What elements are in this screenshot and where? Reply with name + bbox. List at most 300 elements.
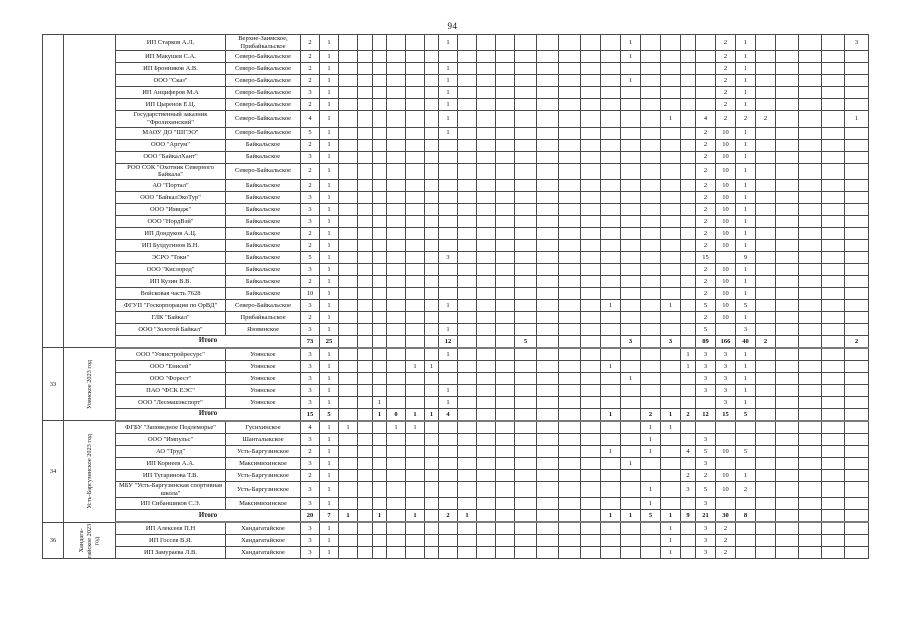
value-cell <box>581 299 601 311</box>
organization-cell: ООО "Уоянстройресурс" <box>116 348 226 361</box>
value-cell: 2 <box>756 111 776 127</box>
value-cell <box>776 111 799 127</box>
value-cell: 1 <box>641 498 661 510</box>
value-cell <box>339 251 358 263</box>
forestry-area-cell: Хандагатайское <box>226 547 301 559</box>
value-cell <box>496 163 515 179</box>
value-cell <box>358 469 373 481</box>
value-cell <box>477 547 496 559</box>
value-cell <box>641 191 661 203</box>
value-cell <box>496 421 515 434</box>
value-cell: 10 <box>716 151 736 163</box>
value-cell <box>799 87 822 99</box>
value-cell <box>621 360 641 372</box>
value-cell: 1 <box>320 63 339 75</box>
value-cell: 2 <box>696 287 716 299</box>
value-cell <box>496 263 515 275</box>
value-cell <box>601 227 621 239</box>
value-cell <box>358 251 373 263</box>
value-cell <box>601 179 621 191</box>
value-cell <box>776 239 799 251</box>
value-cell <box>406 372 425 384</box>
value-cell: 3 <box>301 87 320 99</box>
value-cell <box>641 99 661 111</box>
value-cell: 1 <box>439 127 458 139</box>
value-cell <box>756 433 776 445</box>
forestry-area-cell: Хандагатайское <box>226 522 301 535</box>
value-cell <box>373 311 387 323</box>
value-cell <box>496 372 515 384</box>
table-row <box>43 348 869 361</box>
value-cell <box>373 547 387 559</box>
value-cell <box>776 457 799 469</box>
value-cell <box>477 481 496 497</box>
value-cell <box>581 469 601 481</box>
value-cell <box>641 263 661 275</box>
value-cell: 3 <box>696 547 716 559</box>
value-cell <box>339 191 358 203</box>
value-cell <box>799 111 822 127</box>
total-row <box>43 335 869 348</box>
value-cell <box>477 311 496 323</box>
value-cell <box>799 263 822 275</box>
value-cell <box>425 227 439 239</box>
value-cell <box>559 51 581 63</box>
value-cell: 1 <box>736 127 756 139</box>
value-cell <box>601 51 621 63</box>
value-cell: 1 <box>661 535 681 547</box>
value-cell <box>822 251 845 263</box>
value-cell: 5 <box>641 510 661 523</box>
value-cell <box>425 99 439 111</box>
value-cell <box>799 396 822 408</box>
value-cell <box>621 522 641 535</box>
value-cell <box>406 384 425 396</box>
value-cell <box>406 163 425 179</box>
value-cell <box>458 139 477 151</box>
value-cell <box>601 151 621 163</box>
value-cell <box>845 239 869 251</box>
value-cell <box>373 421 387 434</box>
value-cell <box>681 522 696 535</box>
value-cell <box>756 239 776 251</box>
value-cell <box>477 51 496 63</box>
value-cell <box>681 287 696 299</box>
organization-cell: ИП Сибаншиков С.Э. <box>116 498 226 510</box>
value-cell <box>406 239 425 251</box>
organization-cell: ЭСРО "Токи" <box>116 251 226 263</box>
value-cell <box>515 481 537 497</box>
value-cell <box>581 445 601 457</box>
value-cell <box>477 535 496 547</box>
value-cell <box>515 408 537 421</box>
value-cell <box>581 510 601 523</box>
value-cell <box>387 111 406 127</box>
value-cell <box>537 408 559 421</box>
value-cell <box>387 275 406 287</box>
value-cell <box>776 127 799 139</box>
table-row <box>43 498 869 510</box>
value-cell <box>373 87 387 99</box>
value-cell <box>496 287 515 299</box>
value-cell <box>661 469 681 481</box>
table-row <box>43 99 869 111</box>
value-cell <box>439 421 458 434</box>
value-cell: 10 <box>716 469 736 481</box>
value-cell <box>496 111 515 127</box>
value-cell <box>756 35 776 51</box>
value-cell <box>559 35 581 51</box>
value-cell <box>601 139 621 151</box>
value-cell <box>406 445 425 457</box>
value-cell <box>661 203 681 215</box>
forestry-area-cell: Байкальское <box>226 275 301 287</box>
organization-cell: ООО "Енисей" <box>116 360 226 372</box>
value-cell <box>515 203 537 215</box>
value-cell: 3 <box>696 457 716 469</box>
value-cell: 1 <box>736 287 756 299</box>
value-cell <box>845 481 869 497</box>
value-cell: 2 <box>756 335 776 348</box>
value-cell <box>776 481 799 497</box>
value-cell <box>477 457 496 469</box>
value-cell: 2 <box>301 163 320 179</box>
value-cell <box>661 275 681 287</box>
value-cell <box>661 263 681 275</box>
total-label-cell: Итого <box>116 408 301 421</box>
value-cell <box>373 227 387 239</box>
value-cell <box>581 139 601 151</box>
value-cell <box>496 445 515 457</box>
table-row <box>43 299 869 311</box>
value-cell: 1 <box>736 263 756 275</box>
forestry-area-cell: Гусихинское <box>226 421 301 434</box>
value-cell <box>458 547 477 559</box>
value-cell: 3 <box>621 335 641 348</box>
value-cell: 2 <box>301 35 320 51</box>
forestry-area-cell: Северо-Байкальское <box>226 99 301 111</box>
table-row <box>43 191 869 203</box>
value-cell: 10 <box>716 239 736 251</box>
value-cell <box>358 335 373 348</box>
value-cell <box>559 227 581 239</box>
value-cell: 3 <box>696 535 716 547</box>
value-cell: 3 <box>301 215 320 227</box>
table-row <box>43 263 869 275</box>
value-cell: 4 <box>681 445 696 457</box>
value-cell <box>736 421 756 434</box>
value-cell <box>756 215 776 227</box>
value-cell <box>387 99 406 111</box>
value-cell <box>681 421 696 434</box>
table-row <box>43 445 869 457</box>
value-cell: 1 <box>736 311 756 323</box>
value-cell <box>406 522 425 535</box>
value-cell <box>559 179 581 191</box>
value-cell: 1 <box>661 299 681 311</box>
value-cell <box>496 335 515 348</box>
value-cell <box>425 163 439 179</box>
value-cell <box>641 360 661 372</box>
value-cell: 1 <box>681 348 696 361</box>
value-cell <box>641 457 661 469</box>
value-cell <box>358 239 373 251</box>
forestry-area-cell: Северо-Байкальское <box>226 163 301 179</box>
value-cell <box>581 227 601 239</box>
value-cell <box>559 251 581 263</box>
value-cell <box>581 535 601 547</box>
value-cell <box>477 335 496 348</box>
value-cell: 10 <box>716 215 736 227</box>
value-cell <box>776 408 799 421</box>
value-cell: 1 <box>736 75 756 87</box>
value-cell: 3 <box>301 263 320 275</box>
value-cell <box>537 433 559 445</box>
value-cell <box>339 372 358 384</box>
value-cell <box>339 111 358 127</box>
value-cell <box>822 510 845 523</box>
value-cell: 3 <box>301 372 320 384</box>
value-cell: 2 <box>696 127 716 139</box>
value-cell <box>387 323 406 335</box>
value-cell: 10 <box>716 263 736 275</box>
value-cell <box>496 433 515 445</box>
value-cell: 3 <box>716 348 736 361</box>
value-cell: 7 <box>320 510 339 523</box>
value-cell <box>822 421 845 434</box>
value-cell: 2 <box>301 311 320 323</box>
value-cell <box>621 99 641 111</box>
value-cell <box>387 535 406 547</box>
table-row <box>43 35 869 51</box>
value-cell <box>537 311 559 323</box>
value-cell <box>621 215 641 227</box>
value-cell <box>799 481 822 497</box>
total-row <box>43 510 869 523</box>
value-cell: 1 <box>661 510 681 523</box>
value-cell <box>601 215 621 227</box>
value-cell <box>515 445 537 457</box>
value-cell <box>681 191 696 203</box>
table-row <box>43 239 869 251</box>
value-cell <box>387 384 406 396</box>
value-cell <box>581 215 601 227</box>
value-cell <box>477 408 496 421</box>
value-cell <box>799 457 822 469</box>
value-cell: 1 <box>320 396 339 408</box>
value-cell <box>477 469 496 481</box>
value-cell: 1 <box>439 99 458 111</box>
value-cell <box>358 203 373 215</box>
value-cell <box>681 239 696 251</box>
value-cell <box>373 75 387 87</box>
value-cell <box>822 87 845 99</box>
value-cell <box>581 87 601 99</box>
value-cell <box>661 498 681 510</box>
value-cell <box>756 348 776 361</box>
value-cell <box>387 227 406 239</box>
value-cell: 10 <box>716 299 736 311</box>
value-cell <box>822 311 845 323</box>
value-cell <box>496 99 515 111</box>
value-cell <box>776 87 799 99</box>
value-cell <box>387 35 406 51</box>
forestry-area-cell: Северо-Байкальское <box>226 127 301 139</box>
value-cell <box>515 522 537 535</box>
value-cell: 2 <box>696 139 716 151</box>
value-cell <box>358 179 373 191</box>
value-cell: 15 <box>716 408 736 421</box>
value-cell <box>601 251 621 263</box>
value-cell: 1 <box>621 457 641 469</box>
value-cell <box>458 299 477 311</box>
value-cell <box>601 263 621 275</box>
value-cell <box>496 275 515 287</box>
value-cell <box>373 323 387 335</box>
value-cell <box>756 547 776 559</box>
value-cell <box>496 510 515 523</box>
value-cell <box>845 469 869 481</box>
value-cell <box>681 215 696 227</box>
value-cell: 3 <box>736 323 756 335</box>
value-cell <box>756 396 776 408</box>
value-cell <box>661 63 681 75</box>
value-cell <box>515 179 537 191</box>
value-cell <box>537 299 559 311</box>
value-cell <box>515 227 537 239</box>
value-cell <box>601 372 621 384</box>
value-cell <box>358 87 373 99</box>
value-cell: 1 <box>425 408 439 421</box>
organization-cell: ГЛК "Байкал" <box>116 311 226 323</box>
value-cell: 1 <box>320 384 339 396</box>
value-cell <box>799 348 822 361</box>
table-row <box>43 75 869 87</box>
value-cell <box>681 203 696 215</box>
value-cell: 1 <box>661 111 681 127</box>
value-cell <box>458 348 477 361</box>
value-cell: 1 <box>641 481 661 497</box>
value-cell: 3 <box>301 457 320 469</box>
value-cell: 4 <box>439 408 458 421</box>
value-cell <box>581 335 601 348</box>
table-row <box>43 323 869 335</box>
value-cell: 1 <box>406 360 425 372</box>
value-cell: 1 <box>439 87 458 99</box>
value-cell: 10 <box>716 481 736 497</box>
value-cell <box>496 547 515 559</box>
value-cell <box>537 522 559 535</box>
value-cell <box>559 323 581 335</box>
value-cell: 3 <box>301 203 320 215</box>
value-cell <box>425 263 439 275</box>
value-cell <box>799 239 822 251</box>
value-cell: 1 <box>736 139 756 151</box>
value-cell <box>845 203 869 215</box>
value-cell <box>496 203 515 215</box>
value-cell <box>458 433 477 445</box>
value-cell <box>716 457 736 469</box>
value-cell: 1 <box>439 323 458 335</box>
value-cell <box>661 311 681 323</box>
value-cell: 8 <box>736 510 756 523</box>
value-cell: 1 <box>320 433 339 445</box>
value-cell <box>406 63 425 75</box>
value-cell <box>477 445 496 457</box>
value-cell <box>496 457 515 469</box>
value-cell: 1 <box>736 191 756 203</box>
value-cell <box>387 547 406 559</box>
value-cell <box>458 287 477 299</box>
value-cell <box>601 311 621 323</box>
value-cell: 9 <box>736 251 756 263</box>
value-cell <box>845 348 869 361</box>
value-cell <box>537 457 559 469</box>
value-cell <box>681 384 696 396</box>
value-cell <box>845 433 869 445</box>
value-cell <box>387 127 406 139</box>
organization-cell: Государственный заказник "Фролихинский" <box>116 111 226 127</box>
value-cell <box>387 335 406 348</box>
value-cell <box>756 510 776 523</box>
value-cell: 2 <box>301 179 320 191</box>
value-cell <box>515 87 537 99</box>
value-cell <box>496 251 515 263</box>
value-cell: 10 <box>716 127 736 139</box>
value-cell <box>358 457 373 469</box>
forestry-area-cell: Байкальское <box>226 239 301 251</box>
value-cell <box>845 51 869 63</box>
value-cell <box>515 139 537 151</box>
value-cell <box>845 163 869 179</box>
value-cell <box>601 348 621 361</box>
value-cell <box>425 498 439 510</box>
value-cell <box>537 87 559 99</box>
value-cell <box>641 384 661 396</box>
value-cell <box>458 179 477 191</box>
value-cell <box>621 151 641 163</box>
value-cell <box>387 445 406 457</box>
value-cell <box>387 63 406 75</box>
value-cell <box>358 227 373 239</box>
value-cell <box>425 287 439 299</box>
value-cell <box>477 151 496 163</box>
value-cell <box>661 348 681 361</box>
value-cell <box>756 163 776 179</box>
value-cell <box>776 498 799 510</box>
value-cell <box>406 263 425 275</box>
value-cell <box>425 251 439 263</box>
organization-cell: ИП Цыренов Е.Ц. <box>116 99 226 111</box>
value-cell: 1 <box>373 408 387 421</box>
value-cell <box>458 335 477 348</box>
value-cell <box>496 522 515 535</box>
forestry-area-cell: Усть-Баргузинское <box>226 481 301 497</box>
value-cell <box>458 51 477 63</box>
value-cell <box>477 127 496 139</box>
forestry-area-cell: Байкальское <box>226 191 301 203</box>
value-cell: 1 <box>320 215 339 227</box>
value-cell <box>425 75 439 87</box>
value-cell <box>681 396 696 408</box>
season-label: Усть-Баргузинское 2023 год <box>85 434 93 509</box>
value-cell <box>661 384 681 396</box>
value-cell <box>716 421 736 434</box>
value-cell: 3 <box>301 151 320 163</box>
value-cell: 1 <box>601 445 621 457</box>
value-cell <box>581 457 601 469</box>
value-cell <box>373 535 387 547</box>
